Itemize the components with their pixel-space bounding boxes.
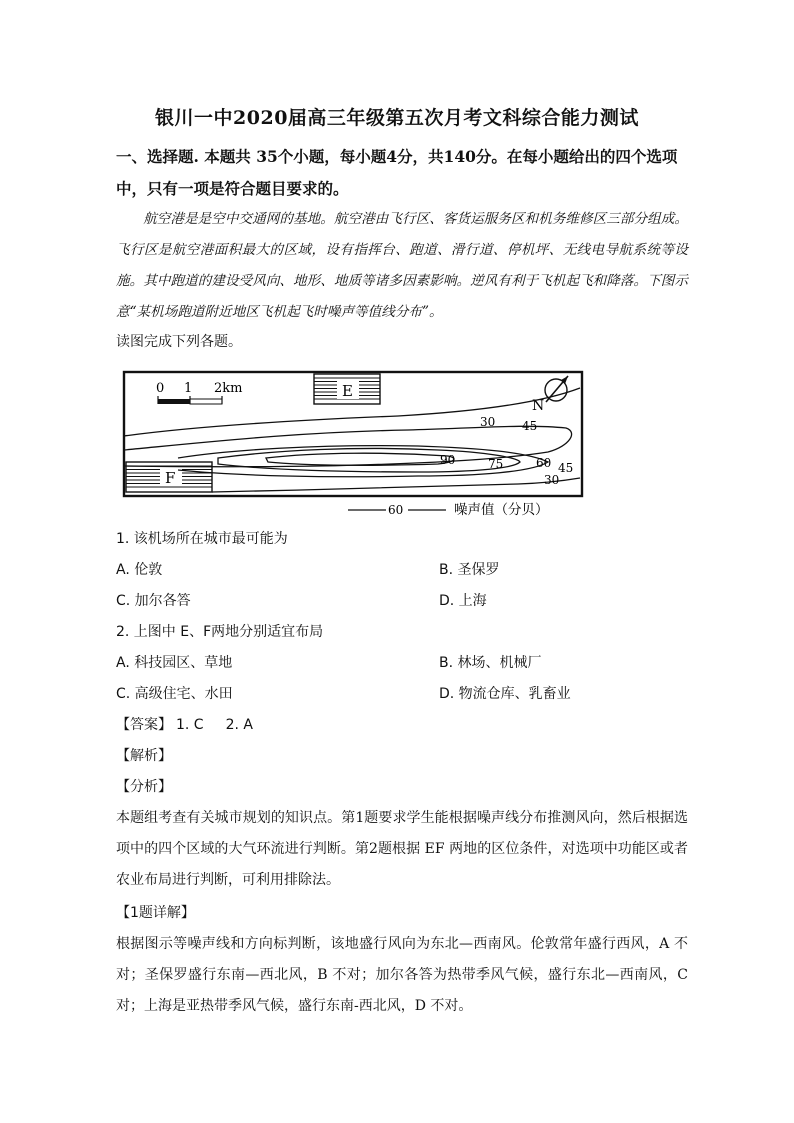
noise-contour-figure xyxy=(118,366,588,518)
fenxi-paragraph: 本题组考查有关城市规划的知识点。第1题要求学生能根据噪声线分布推测风向，然后根据选项中的四个区域的大气环流进行判断。第2题根据 EF 两地的区位条件，对选项中功能区或者农业布局进行判断，可利用排除法。 xyxy=(116,810,688,888)
detail-paragraph: 根据图示等噪声线和方向标判断，该地盛行风向为东北—西南风。伦敦常年盛行西风，A 不对；圣保罗盛行东南—西北风，B 不对；加尔各答为热带季风气候，盛行东北—西南风，C 对；上海是亚热带季风气候，盛行东南-西北风，D 不对。 xyxy=(116,936,688,1014)
label-E: E xyxy=(342,382,353,400)
question-2-option-a[interactable]: A. 科技园区、草地 xyxy=(116,655,233,671)
north-arrow-icon xyxy=(532,376,568,414)
answer-q2: 2. A xyxy=(225,717,253,733)
contour-label-45-right: 45 xyxy=(558,461,574,475)
answer-line xyxy=(116,715,253,735)
legend-value: 60 xyxy=(388,503,404,517)
scale-bar-filled xyxy=(158,399,190,404)
question-1-stem: 1. 该机场所在城市最可能为 xyxy=(116,531,288,547)
contour-label-75: 75 xyxy=(488,457,504,471)
contour-30-inner xyxy=(212,478,580,492)
scale-label-1: 1 xyxy=(184,381,193,396)
contour-label-30-bottom: 30 xyxy=(544,473,560,487)
contour-label-60: 60 xyxy=(536,456,552,470)
intro-paragraph: 航空港是是空中交通网的基地。航空港由飞行区、客货运服务区和机务维修区三部分组成。飞行区是航空港面积最大的区域，设有指挥台、跑道、滑行道、停机坪、无线电导航系统等设施。其中跑道的建设受风向、地形、地质等诸多因素影响。逆风有利于飞机起飞和降落。下图示意“某机场跑道附近地区飞机起飞时噪声等值线分布”。 xyxy=(116,211,688,320)
contour-label-30-top: 30 xyxy=(480,415,496,429)
contour-45 xyxy=(124,426,572,466)
question-1-option-d[interactable]: D. 上海 xyxy=(439,593,487,609)
section-heading: 一、选择题. 本题共 35个小题，每小题4分，共140分。在每小题给出的四个选项中，只有一项是符合题目要求的。 xyxy=(116,147,678,198)
read-prompt: 读图完成下列各题。 xyxy=(116,334,242,350)
question-2-option-b[interactable]: B. 林场、机械厂 xyxy=(439,655,542,671)
fenxi-label: 【分析】 xyxy=(116,779,172,795)
question-1-option-b[interactable]: B. 圣保罗 xyxy=(439,562,500,578)
answer-label: 【答案】 xyxy=(116,717,172,733)
page-title: 银川一中2020届高三年级第五次月考文科综合能力测试 xyxy=(155,107,639,129)
contour-label-45-top: 45 xyxy=(522,419,538,433)
analysis-label: 【解析】 xyxy=(116,748,172,764)
answer-q1: 1. C xyxy=(176,717,204,733)
north-label: N xyxy=(532,398,545,414)
detail-label: 【1题详解】 xyxy=(116,905,195,921)
question-1-option-a[interactable]: A. 伦敦 xyxy=(116,562,163,578)
question-2-option-c[interactable]: C. 高级住宅、水田 xyxy=(116,686,233,702)
contour-label-90: 90 xyxy=(440,453,456,467)
scale-bar-empty xyxy=(190,399,222,404)
scale-label-0: 0 xyxy=(156,381,165,396)
region-E xyxy=(314,374,380,404)
question-1-option-c[interactable]: C. 加尔各答 xyxy=(116,593,191,609)
label-F: F xyxy=(165,469,176,487)
contour-90 xyxy=(266,453,454,465)
scale-label-2: 2km xyxy=(214,381,243,396)
question-2-stem: 2. 上图中 E、F两地分别适宜布局 xyxy=(116,624,324,640)
question-2-option-d[interactable]: D. 物流仓库、乳畜业 xyxy=(439,686,571,702)
legend-label: 噪声值（分贝） xyxy=(454,502,549,518)
